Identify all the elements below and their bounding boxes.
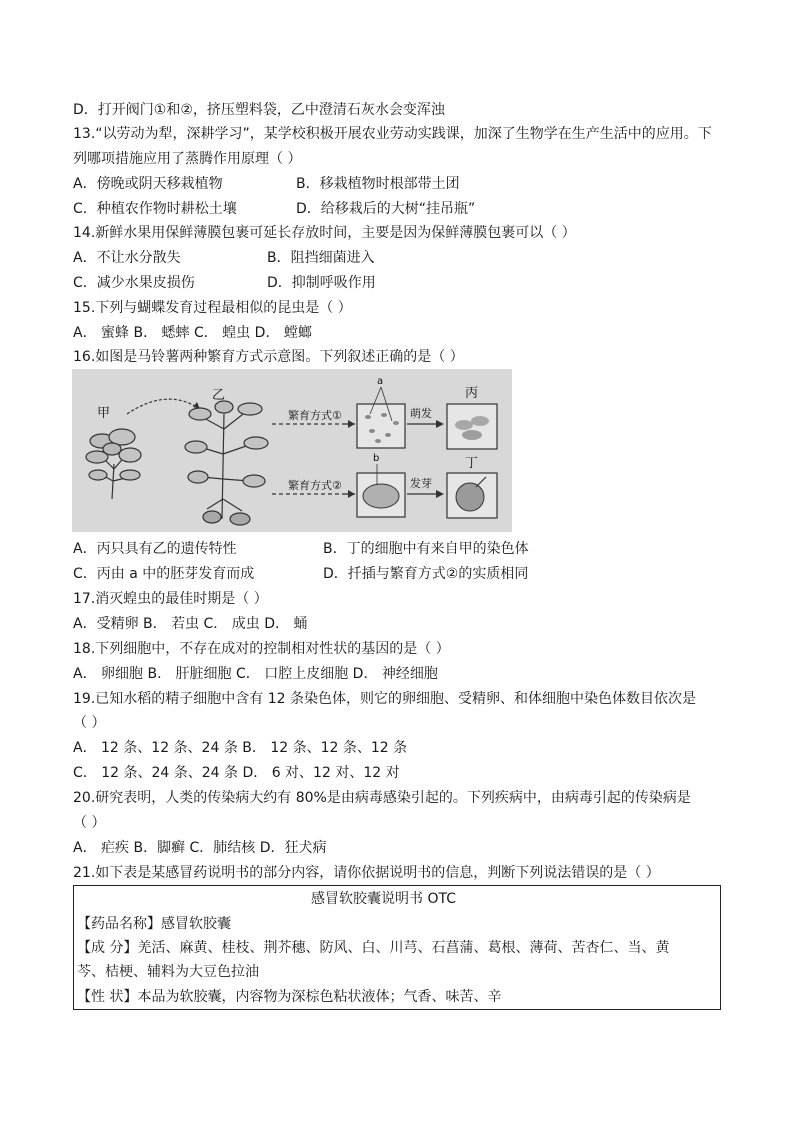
q14-option-c: C．减少水果皮损伤 (73, 275, 195, 291)
q13-stem-line1: 13.“以劳动为犁，深耕学习”，某学校积极开展农业劳动实践课，加深了生物学在生产生活中的应用。下 (73, 126, 712, 142)
q19-options-row2: C． 12 条、24 条、24 条 D． 6 对、12 对、12 对 (73, 765, 400, 781)
leaflet-ingredients-line1: 【成 分】羌活、麻黄、桂枝、荆芥穗、防风、白、川芎、石菖蒲、葛根、薄荷、苦杏仁、当、黄 (77, 940, 670, 956)
q20-options: A． 疟疾 B．脚癣 C．肺结核 D．狂犬病 (73, 840, 327, 856)
label-sprout-2: 发芽 (410, 477, 432, 490)
q15-options: A． 蜜蜂 B． 蟋蟀 C． 蝗虫 D． 螳螂 (73, 325, 312, 341)
medicine-leaflet-box (73, 885, 721, 1010)
leaflet-properties: 【性 状】本品为软胶囊，内容物为深棕色粘状液体；气香、味苦、辛 (77, 989, 502, 1005)
q17-options: A．受精卵 B． 若虫 C． 成虫 D． 蛹 (73, 616, 308, 632)
q15-stem: 15.下列与蝴蝶发育过程最相似的昆虫是（ ） (73, 300, 352, 316)
q19-options-row1: A． 12 条、12 条、24 条 B． 12 条、12 条、12 条 (73, 740, 408, 756)
label-b: b (373, 453, 380, 464)
q14-option-a: A．不让水分散失 (73, 250, 181, 266)
q12-option-d: D．打开阀门①和②，挤压塑料袋，乙中澄清石灰水会变浑浊 (73, 102, 445, 118)
label-sprout-1: 萌发 (410, 407, 432, 420)
q13-option-b: B．移栽植物时根部带土团 (296, 176, 460, 192)
label-yi: 乙 (212, 388, 226, 403)
q16-option-a: A．丙只具有乙的遗传特性 (73, 541, 237, 557)
q13-option-c: C．种植农作物时耕松土壤 (73, 201, 237, 217)
q18-stem: 18.下列细胞中，不存在成对的控制相对性状的基因的是（ ） (73, 641, 450, 657)
label-bing: 丙 (465, 386, 479, 401)
q16-option-c: C．丙由 a 中的胚芽发育而成 (73, 566, 255, 582)
q18-options: A． 卵细胞 B． 肝脏细胞 C． 口腔上皮细胞 D． 神经细胞 (73, 666, 438, 682)
label-method-1: 繁育方式① (288, 409, 342, 422)
label-a: a (377, 376, 384, 387)
q21-stem: 21.如下表是某感冒药说明书的部分内容，请你依据说明书的信息，判断下列说法错误的是（ ） (73, 865, 660, 881)
q16-option-d: D．扦插与繁育方式②的实质相同 (323, 566, 529, 582)
q14-stem: 14.新鲜水果用保鲜薄膜包裹可延长存放时间，主要是因为保鲜薄膜包裹可以（ ） (73, 225, 576, 241)
seeds-box (357, 404, 405, 448)
label-jia: 甲 (97, 406, 111, 421)
q14-option-d: D．抑制呼吸作用 (267, 275, 376, 291)
q19-stem-line1: 19.已知水稻的精子细胞中含有 12 条染色体，则它的卵细胞、受精卵、和体细胞中染色体数目依次是 (73, 691, 696, 707)
q20-stem-line1: 20.研究表明，人类的传染病大约有 80%是由病毒感染引起的。下列疾病中，由病毒引起的传染病是 (73, 790, 691, 806)
q13-stem-line2: 列哪项措施应用了蒸腾作用原理（ ） (73, 151, 302, 167)
label-ding: 丁 (465, 456, 479, 471)
leaflet-title: 感冒软胶囊说明书 OTC (311, 891, 456, 907)
q19-stem-line2: （ ） (73, 715, 106, 731)
q13-option-d: D．给移栽后的大树“挂吊瓶” (296, 201, 476, 217)
label-method-2: 繁育方式② (288, 479, 342, 492)
q20-stem-line2: （ ） (73, 815, 106, 831)
q13-option-a: A．傍晚或阴天移栽植物 (73, 176, 223, 192)
q14-option-b: B．阻挡细菌进入 (267, 250, 375, 266)
potato-reproduction-figure (72, 369, 512, 532)
q16-stem: 16.如图是马铃薯两种繁育方式示意图。下列叙述正确的是（ ） (73, 349, 464, 365)
q17-stem: 17.消灭蝗虫的最佳时期是（ ） (73, 591, 268, 607)
leaflet-drug-name: 【药品名称】感冒软胶囊 (77, 916, 231, 932)
leaflet-ingredients-line2: 芩、桔梗、辅料为大豆色拉油 (77, 964, 259, 980)
q16-option-b: B．丁的细胞中有来自甲的染色体 (323, 541, 529, 557)
